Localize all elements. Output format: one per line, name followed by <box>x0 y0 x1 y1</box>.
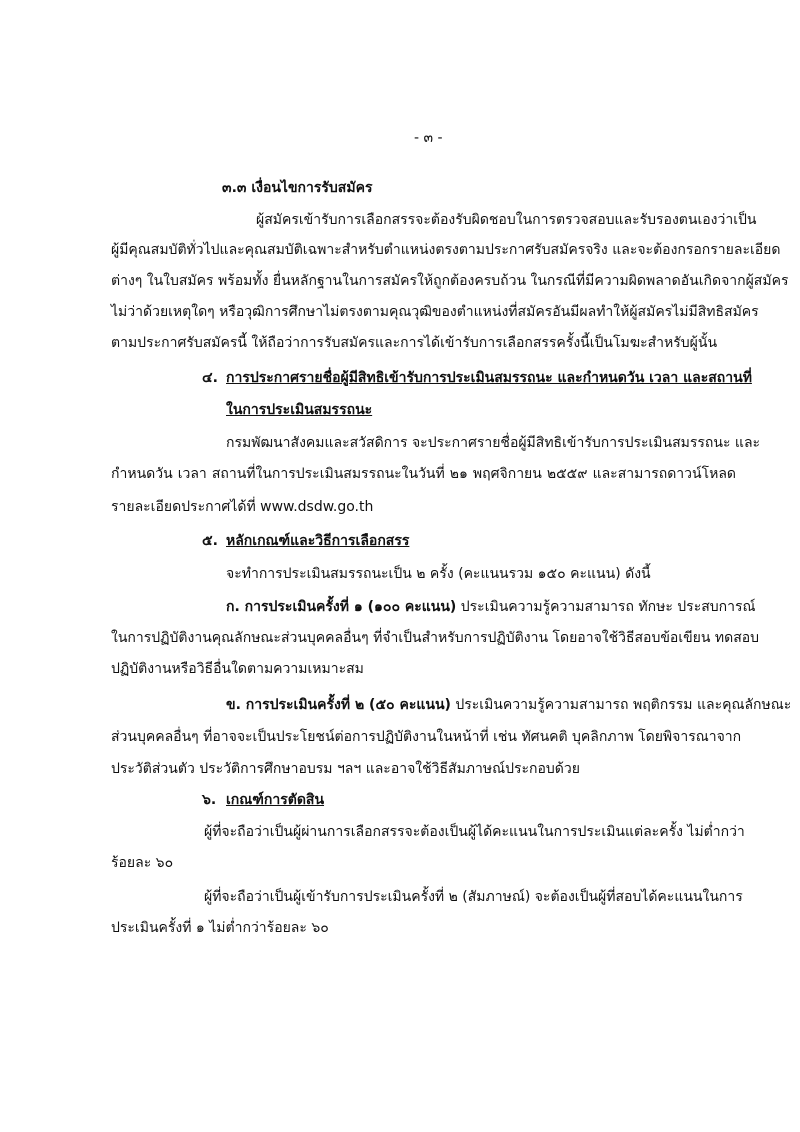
section-4-number: ๔. <box>202 370 218 386</box>
section-6-number: ๖. <box>202 792 217 808</box>
section-4-title-line-1: การประกาศรายชื่อผู้มีสิทธิเข้ารับการประเมินสมรรถนะ และกำหนดวัน เวลา และสถานที่ <box>226 370 752 386</box>
section-5-a-label: ก. การประเมินครั้งที่ ๑ (๑๐๐ คะแนน) <box>226 599 457 615</box>
section-5-b-first-line <box>226 695 791 715</box>
section-3-3-line-2: ผู้มีคุณสมบัติทั่วไปและคุณสมบัติเฉพาะสำหรับตำแหน่งตรงตามประกาศรับสมัครจริง และจะต้องกรอกรายละเอียด <box>111 242 781 258</box>
section-3-3-line-4: ไม่ว่าด้วยเหตุใดๆ หรือวุฒิการศึกษาไม่ตรงตามคุณวุฒิของตำแหน่งที่สมัครอันมีผลทำให้ผู้สมัครไม่มีสิทธิสมัคร <box>111 304 759 320</box>
section-5-title: หลักเกณฑ์และวิธีการเลือกสรร <box>226 533 410 549</box>
section-6-title: เกณฑ์การตัดสิน <box>226 792 325 808</box>
section-3-3-line-3: ต่างๆ ในใบสมัคร พร้อมทั้ง ยื่นหลักฐานในการสมัครให้ถูกต้องครบถ้วน ในกรณีที่มีความผิดพลาดอันเกิดจากผู้สมัคร <box>111 273 789 289</box>
section-5-b-line-3: ประวัติส่วนตัว ประวัติการศึกษาอบรม ฯลฯ และอาจใช้วิธีสัมภาษณ์ประกอบด้วย <box>111 761 580 777</box>
section-5-number: ๕. <box>202 533 218 549</box>
section-3-3-line-1: ผู้สมัครเข้ารับการเลือกสรรจะต้องรับผิดชอบในการตรวจสอบและรับรองตนเองว่าเป็น <box>256 212 757 228</box>
section-6-p1-line-2: ร้อยละ ๖๐ <box>111 855 174 871</box>
section-5-b-text: ประเมินความรู้ความสามารถ พฤติกรรม และคุณลักษณะ <box>450 697 792 713</box>
section-3-3-line-5: ตามประกาศรับสมัครนี้ ให้ถือว่าการรับสมัครและการได้เข้ารับการเลือกสรรครั้งนี้เป็นโมฆะสำหรับผู้นั้น <box>111 335 718 351</box>
section-5-b-line-2: ส่วนบุคคลอื่นๆ ที่อาจจะเป็นประโยชน์ต่อการปฏิบัติงานในหน้าที่ เช่น ทัศนคติ บุคลิกภาพ โดยพิจารณาจาก <box>111 729 742 745</box>
section-4-line-2: กำหนดวัน เวลา สถานที่ในการประเมินสมรรถนะในวันที่ ๒๑ พฤศจิกายน ๒๕๕๙ และสามารถดาวน์โหลด <box>111 466 736 482</box>
section-6-p1-line-1: ผู้ที่จะถือว่าเป็นผู้ผ่านการเลือกสรรจะต้องเป็นผู้ได้คะแนนในการประเมินแต่ละครั้ง ไม่ต่ำกว่า <box>204 824 745 840</box>
section-4-line-3: รายละเอียดประกาศได้ที่ www.dsdw.go.th <box>111 499 374 515</box>
section-4-line-1: กรมพัฒนาสังคมและสวัสดิการ จะประกาศรายชื่อผู้มีสิทธิเข้ารับการประเมินสมรรถนะ และ <box>226 435 761 451</box>
section-5-a-text: ประเมินความรู้ความสามารถ ทักษะ ประสบการณ์ <box>456 599 756 615</box>
section-6-p2-line-1: ผู้ที่จะถือว่าเป็นผู้เข้ารับการประเมินครั้งที่ ๒ (สัมภาษณ์) จะต้องเป็นผู้ที่สอบได้คะแนนในการ <box>204 889 743 905</box>
section-5-a-line-2: ในการปฏิบัติงานคุณลักษณะส่วนบุคคลอื่นๆ ที่จำเป็นสำหรับการปฏิบัติงาน โดยอาจใช้วิธีสอบข้อเขียน ทดสอบ <box>111 630 760 646</box>
section-4-title-line-2: ในการประเมินสมรรถนะ <box>226 402 373 418</box>
section-5-b-label: ข. การประเมินครั้งที่ ๒ (๕๐ คะแนน) <box>226 697 451 713</box>
section-5-a-first-line <box>226 597 756 617</box>
section-5-a-line-3: ปฏิบัติงานหรือวิธีอื่นใดตามความเหมาะสม <box>111 661 364 677</box>
page-number: - ๓ - <box>414 130 443 146</box>
section-5-intro: จะทำการประเมินสมรรถนะเป็น ๒ ครั้ง (คะแนนรวม ๑๕๐ คะแนน) ดังนี้ <box>226 566 651 582</box>
section-3-3-heading: ๓.๓ เงื่อนไขการรับสมัคร <box>222 180 373 196</box>
section-6-p2-line-2: ประเมินครั้งที่ ๑ ไม่ต่ำกว่าร้อยละ ๖๐ <box>111 920 329 936</box>
